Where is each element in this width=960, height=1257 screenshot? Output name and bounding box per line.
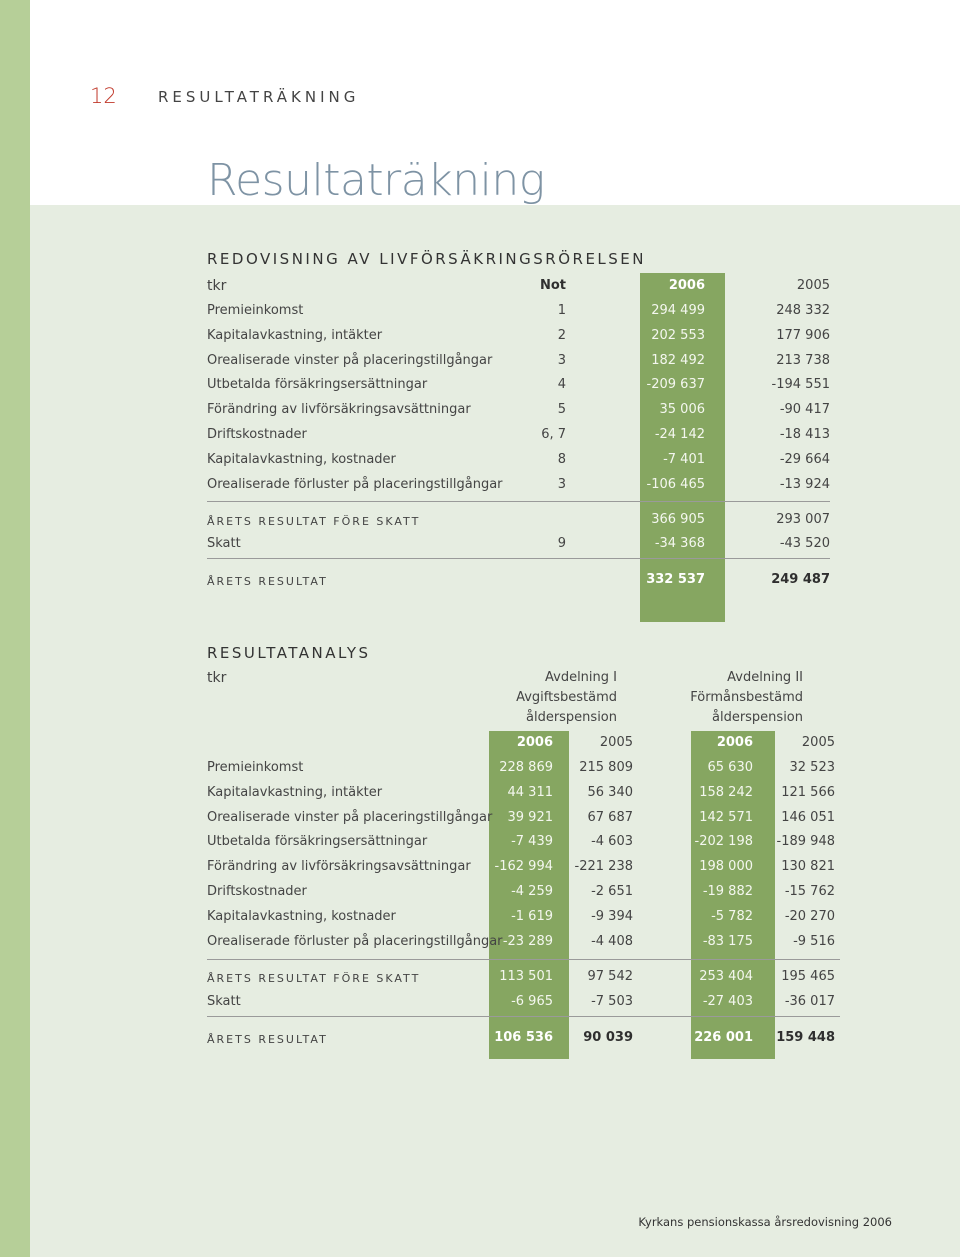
row-div1-2005: -4 408: [591, 934, 633, 949]
tax-div1-2006: -6 965: [511, 994, 553, 1009]
row-value-2005: -13 924: [779, 477, 830, 492]
row-note: 5: [557, 402, 566, 417]
row-label: Utbetalda försäkringsersättningar: [207, 834, 428, 849]
row-value-2005: 213 738: [776, 353, 830, 368]
row-div2-2005: -189 948: [776, 834, 835, 849]
row-label: Utbetalda försäkringsersättningar: [207, 377, 428, 392]
tax-label: Skatt: [207, 536, 241, 551]
pretax-result-label: ÅRETS RESULTAT FÖRE SKATT: [207, 515, 421, 528]
page-title: Resultaträkning: [207, 155, 545, 206]
row-div2-2006: -5 782: [711, 909, 753, 924]
row-label: Kapitalavkastning, kostnader: [207, 452, 396, 467]
row-label: Orealiserade vinster på placeringstillgångar: [207, 810, 493, 825]
year-result-label: ÅRETS RESULTAT: [207, 1033, 328, 1046]
row-value-2006: -106 465: [646, 477, 705, 492]
row-note: 2: [557, 328, 566, 343]
row-div1-2005: -2 651: [591, 884, 633, 899]
result-div1-2005: 90 039: [583, 1030, 633, 1045]
row-note: 1: [557, 303, 566, 318]
row-label: Driftskostnader: [207, 427, 307, 442]
row-div2-2006: -83 175: [702, 934, 753, 949]
row-value-2005: -18 413: [779, 427, 830, 442]
row-label: Orealiserade vinster på placeringstillgångar: [207, 353, 493, 368]
page-number: 12: [90, 84, 117, 108]
unit-label: tkr: [207, 670, 227, 686]
row-label: Orealiserade förluster på placeringstillgångar: [207, 934, 503, 949]
row-div2-2006: 158 242: [699, 785, 753, 800]
row-value-2006: 182 492: [651, 353, 705, 368]
row-div1-2005: 215 809: [579, 760, 633, 775]
tax-div1-2005: -7 503: [591, 994, 633, 1009]
year-result-label: ÅRETS RESULTAT: [207, 575, 328, 588]
row-div2-2005: 130 821: [781, 859, 835, 874]
row-value-2005: 177 906: [776, 328, 830, 343]
row-label: Orealiserade förluster på placeringstillgångar: [207, 477, 503, 492]
side-color-bar: [0, 0, 30, 1257]
tax-label: Skatt: [207, 994, 241, 1009]
division-1-name: Avdelning I: [545, 670, 617, 685]
row-note: 3: [557, 353, 566, 368]
running-header: RESULTATRÄKNING: [158, 88, 360, 106]
row-div2-2005: -15 762: [784, 884, 835, 899]
year-2005-header: 2005: [796, 278, 830, 293]
pretax-result-label: ÅRETS RESULTAT FÖRE SKATT: [207, 972, 421, 985]
row-label: Premieinkomst: [207, 303, 304, 318]
div1-year-2006: 2006: [516, 735, 553, 750]
row-div1-2006: -7 439: [511, 834, 553, 849]
row-div1-2005: -4 603: [591, 834, 633, 849]
year-2006-header: 2006: [668, 278, 705, 293]
pretax-div2-2006: 253 404: [699, 969, 753, 984]
row-label: Kapitalavkastning, intäkter: [207, 328, 383, 343]
row-div1-2006: -162 994: [494, 859, 553, 874]
row-value-2006: 35 006: [659, 402, 705, 417]
row-div1-2006: -4 259: [511, 884, 553, 899]
pretax-2006: 366 905: [651, 512, 705, 527]
tax-note: 9: [557, 536, 566, 551]
division-2-pension: ålderspension: [711, 710, 803, 725]
division-2-type: Förmånsbestämd: [690, 690, 803, 705]
divider: [207, 558, 830, 559]
row-div2-2005: -9 516: [793, 934, 835, 949]
row-div1-2005: -9 394: [591, 909, 633, 924]
row-div1-2006: -23 289: [502, 934, 553, 949]
row-value-2006: -24 142: [654, 427, 705, 442]
row-div1-2006: 44 311: [507, 785, 553, 800]
row-label: Driftskostnader: [207, 884, 307, 899]
row-note: 8: [557, 452, 566, 467]
row-label: Kapitalavkastning, kostnader: [207, 909, 396, 924]
tax-2005: -43 520: [779, 536, 830, 551]
row-value-2006: -7 401: [663, 452, 705, 467]
unit-label: tkr: [207, 278, 227, 294]
row-div1-2006: -1 619: [511, 909, 553, 924]
row-value-2006: -209 637: [646, 377, 705, 392]
row-div2-2005: -20 270: [784, 909, 835, 924]
row-value-2005: 248 332: [776, 303, 830, 318]
tax-2006: -34 368: [654, 536, 705, 551]
pretax-2005: 293 007: [776, 512, 830, 527]
result-div2-2006: 226 001: [694, 1030, 753, 1045]
year-result-2005: 249 487: [771, 572, 830, 587]
division-2-name: Avdelning II: [727, 670, 803, 685]
row-div2-2006: -19 882: [702, 884, 753, 899]
result-div1-2006: 106 536: [494, 1030, 553, 1045]
row-note: 6, 7: [541, 427, 566, 442]
row-div2-2006: 198 000: [699, 859, 753, 874]
divider: [207, 1016, 840, 1017]
row-note: 3: [557, 477, 566, 492]
row-label: Premieinkomst: [207, 760, 304, 775]
row-div2-2006: 65 630: [707, 760, 753, 775]
row-value-2005: -90 417: [779, 402, 830, 417]
highlight-column-2006: [640, 273, 725, 622]
section-heading-life-insurance: REDOVISNING AV LIVFÖRSÄKRINGSRÖRELSEN: [207, 250, 647, 268]
result-div2-2005: 159 448: [776, 1030, 835, 1045]
pretax-div1-2006: 113 501: [499, 969, 553, 984]
row-value-2006: 294 499: [651, 303, 705, 318]
row-div2-2005: 32 523: [789, 760, 835, 775]
div2-year-2006: 2006: [716, 735, 753, 750]
division-1-type: Avgiftsbestämd: [516, 690, 617, 705]
row-div1-2005: -221 238: [574, 859, 633, 874]
footer-text: Kyrkans pensionskassa årsredovisning 2006: [638, 1215, 892, 1229]
divider: [207, 501, 830, 502]
row-div1-2006: 39 921: [507, 810, 553, 825]
row-value-2005: -29 664: [779, 452, 830, 467]
year-result-2006: 332 537: [646, 572, 705, 587]
row-label: Kapitalavkastning, intäkter: [207, 785, 383, 800]
row-value-2006: 202 553: [651, 328, 705, 343]
row-value-2005: -194 551: [771, 377, 830, 392]
row-div2-2006: -202 198: [694, 834, 753, 849]
divider: [207, 959, 840, 960]
div2-year-2005: 2005: [801, 735, 835, 750]
div1-year-2005: 2005: [599, 735, 633, 750]
row-div2-2005: 146 051: [781, 810, 835, 825]
row-div1-2005: 67 687: [587, 810, 633, 825]
row-div2-2005: 121 566: [781, 785, 835, 800]
row-label: Förändring av livförsäkringsavsättningar: [207, 859, 471, 874]
row-div1-2005: 56 340: [587, 785, 633, 800]
row-div1-2006: 228 869: [499, 760, 553, 775]
row-label: Förändring av livförsäkringsavsättningar: [207, 402, 471, 417]
pretax-div1-2005: 97 542: [587, 969, 633, 984]
row-div2-2006: 142 571: [699, 810, 753, 825]
division-1-pension: ålderspension: [525, 710, 617, 725]
section-heading-result-analysis: RESULTATANALYS: [207, 644, 371, 662]
pretax-div2-2005: 195 465: [781, 969, 835, 984]
tax-div2-2006: -27 403: [702, 994, 753, 1009]
tax-div2-2005: -36 017: [784, 994, 835, 1009]
row-note: 4: [557, 377, 566, 392]
note-column-header: Not: [539, 278, 566, 293]
